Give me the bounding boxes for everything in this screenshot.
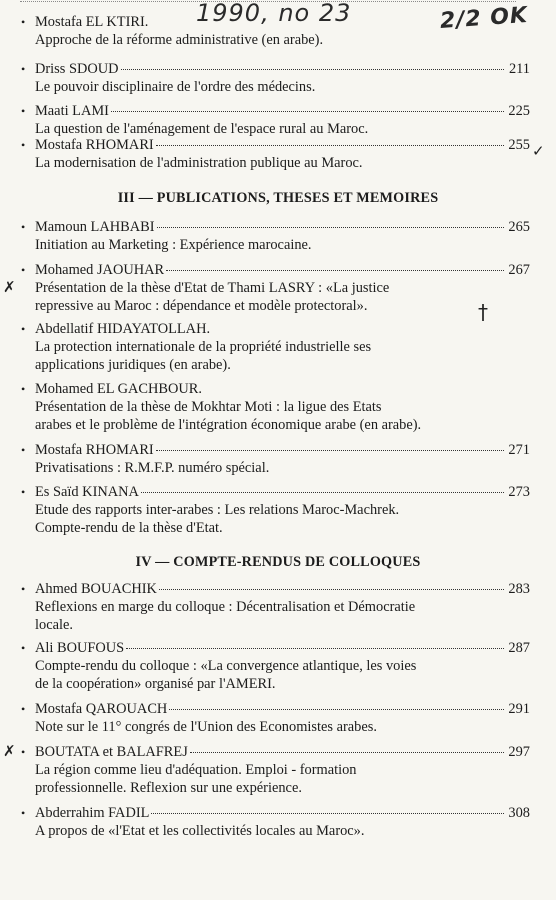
dot-leader [157, 227, 504, 228]
entry-description: Etude des rapports inter-arabes : Les relations Maroc-Machrek. [35, 502, 400, 518]
entry-page-number: 265 [508, 219, 530, 235]
toc-entry [21, 744, 530, 797]
entry-description: La modernisation de l'administration publique au Maroc. [35, 155, 363, 171]
bullet: • [21, 582, 26, 596]
bullet: • [21, 322, 26, 336]
entry-description: La question de l'aménagement de l'espace rural au Maroc. [35, 121, 369, 137]
handwritten-ok-note: 2/2 OK [439, 2, 529, 35]
bullet: • [21, 138, 26, 152]
entry-author: Driss SDOUD [35, 61, 119, 77]
toc-entry [21, 640, 530, 693]
entry-description: La région comme lieu d'adéquation. Emploi - formation [35, 762, 357, 778]
entry-author: Es Saïd KINANA [35, 484, 139, 500]
entry-page-number: 271 [508, 442, 530, 458]
bullet: • [21, 220, 26, 234]
entry-description: professionnelle. Reflexion sur une expérience. [35, 780, 302, 796]
entry-author: Mostafa RHOMARI [35, 137, 154, 153]
entry-author: Mostafa RHOMARI [35, 442, 154, 458]
entry-author: Abdellatif HIDAYATOLLAH. [35, 321, 211, 337]
toc-entry [21, 321, 530, 374]
bullet: • [21, 382, 26, 396]
bullet: • [21, 702, 26, 716]
dot-leader [111, 111, 504, 112]
toc-entry [21, 805, 530, 840]
entry-description: Présentation de la thèse d'Etat de Thami LASRY : «La justice [35, 280, 390, 296]
entry-author: Mostafa EL KTIRI. [35, 14, 149, 30]
entry-page-number: 283 [508, 581, 530, 597]
entry-description: Compte-rendu de la thèse d'Etat. [35, 520, 223, 536]
entry-description: Approche de la réforme administrative (en arabe). [35, 32, 324, 48]
entry-description: La protection internationale de la propriété industrielle ses [35, 339, 372, 355]
dot-leader [156, 145, 504, 146]
entry-author: Ali BOUFOUS [35, 640, 125, 656]
dot-leader [126, 648, 504, 649]
entry-description: A propos de «l'Etat et les collectivités locales au Maroc». [35, 823, 365, 839]
entry-author: Mamoun LAHBABI [35, 219, 155, 235]
entry-page-number: 291 [508, 701, 530, 717]
entry-author: Mostafa QAROUACH [35, 701, 168, 717]
section-heading: III — PUBLICATIONS, THESES ET MEMOIRES [117, 190, 439, 206]
entry-author: Mohamed JAOUHAR [35, 262, 165, 278]
entry-page-number: 287 [508, 640, 530, 656]
dot-leader [159, 589, 504, 590]
toc-entry [21, 581, 530, 634]
toc-entry [21, 103, 530, 138]
entry-description: Reflexions en marge du colloque : Décentralisation et Démocratie [35, 599, 416, 615]
entry-description: applications juridiques (en arabe). [35, 357, 231, 373]
handwritten-reference-note: 1990, no 23 [196, 0, 352, 27]
entry-page-number: 211 [508, 61, 530, 77]
section-heading: IV — COMPTE-RENDUS DE COLLOQUES [135, 554, 421, 570]
toc-entry [21, 262, 530, 315]
entry-page-number: 255 [508, 137, 530, 153]
entry-page-number: 267 [508, 262, 530, 278]
dot-leader [156, 450, 504, 451]
dot-leader [166, 270, 504, 271]
entry-description: Présentation de la thèse de Mokhtar Moti : la ligue des Etats [35, 399, 382, 415]
bullet: • [21, 15, 26, 29]
entry-author: Abderrahim FADIL [35, 805, 150, 821]
entry-description: locale. [35, 617, 73, 633]
toc-entry [21, 137, 530, 172]
entry-description: repressive au Maroc : dépendance et modèle protectoral». [35, 298, 368, 314]
toc-entry [21, 14, 530, 49]
toc-entry [21, 219, 530, 254]
dot-leader [141, 492, 504, 493]
entry-page-number: 273 [508, 484, 530, 500]
handwritten-dagger-mark: † [478, 300, 488, 324]
bullet: • [21, 62, 26, 76]
handwritten-check-mark: ✓ [532, 142, 545, 160]
entry-description: Compte-rendu du colloque : «La convergence atlantique, les voies [35, 658, 417, 674]
entry-description: Privatisations : R.M.F.P. numéro spécial. [35, 460, 270, 476]
toc-entry [21, 381, 530, 434]
entry-description: arabes et le problème de l'intégration économique arabe (en arabe). [35, 417, 422, 433]
entry-author: Mohamed EL GACHBOUR. [35, 381, 202, 397]
dot-leader [190, 752, 504, 753]
entry-description: Initiation au Marketing : Expérience marocaine. [35, 237, 312, 253]
handwritten-cross-mark: ✗ [3, 742, 16, 760]
entry-description: Note sur le 11° congrés de l'Union des Economistes arabes. [35, 719, 377, 735]
bullet: • [21, 806, 26, 820]
bullet: • [21, 485, 26, 499]
toc-entry [21, 484, 530, 537]
bullet: • [21, 104, 26, 118]
entry-author: Ahmed BOUACHIK [35, 581, 157, 597]
entry-page-number: 225 [508, 103, 530, 119]
bullet: • [21, 745, 26, 759]
entry-page-number: 297 [508, 744, 530, 760]
toc-entry [21, 442, 530, 477]
handwritten-cross-mark: ✗ [3, 278, 16, 296]
entry-description: Le pouvoir disciplinaire de l'ordre des médecins. [35, 79, 316, 95]
entry-author: Maati LAMI [35, 103, 109, 119]
toc-entry [21, 61, 530, 96]
bullet: • [21, 641, 26, 655]
toc-entry [21, 701, 530, 736]
dot-leader [121, 69, 504, 70]
dot-leader [151, 813, 504, 814]
dot-leader [169, 709, 504, 710]
entry-author: BOUTATA et BALAFREJ [35, 744, 188, 760]
bullet: • [21, 443, 26, 457]
bullet: • [21, 263, 26, 277]
entry-page-number: 308 [508, 805, 530, 821]
entry-description: de la coopération» organisé par l'AMERI. [35, 676, 276, 692]
